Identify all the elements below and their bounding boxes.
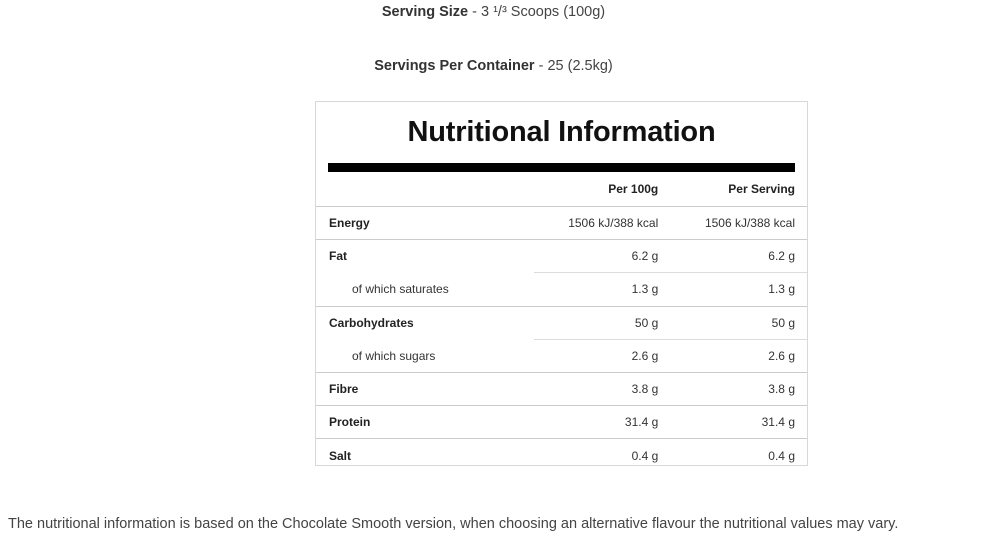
row-per-serving: 1506 kJ/388 kcal xyxy=(670,207,807,240)
row-per-100g: 1.3 g xyxy=(534,273,671,306)
row-per-100g: 6.2 g xyxy=(534,240,671,273)
nutrition-table xyxy=(316,172,807,472)
title-divider xyxy=(328,163,795,172)
row-per-100g: 50 g xyxy=(534,306,671,339)
row-per-100g: 2.6 g xyxy=(534,339,671,372)
row-label: Fat xyxy=(316,240,534,273)
column-header-nutrient xyxy=(316,172,534,207)
row-label: Carbohydrates xyxy=(316,306,534,339)
table-row xyxy=(316,439,807,472)
serving-size-label: Serving Size xyxy=(381,4,469,20)
table-row xyxy=(316,207,807,240)
servings-per-container-line xyxy=(0,58,987,74)
column-header-per-100g: Per 100g xyxy=(608,182,659,196)
table-row xyxy=(316,406,807,439)
row-per-serving: 50 g xyxy=(670,306,807,339)
row-label: Fibre xyxy=(316,372,534,405)
row-per-serving: 2.6 g xyxy=(670,339,807,372)
table-row xyxy=(316,240,807,273)
footnote-text: The nutritional information is based on the Chocolate Smooth version, when choosing an alternative flavour the nutritional values may vary. xyxy=(8,516,899,532)
table-header xyxy=(316,172,807,207)
row-label: Salt xyxy=(316,439,534,472)
table-row xyxy=(316,273,807,306)
row-per-serving: 0.4 g xyxy=(670,439,807,472)
table-row xyxy=(316,339,807,372)
servings-per-container-separator: - xyxy=(534,58,548,74)
row-label: Energy xyxy=(316,207,534,240)
row-per-100g: 0.4 g xyxy=(534,439,671,472)
row-per-serving: 1.3 g xyxy=(670,273,807,306)
servings-per-container-value: 25 (2.5kg) xyxy=(547,58,613,74)
row-label: of which saturates xyxy=(352,282,449,297)
row-per-100g: 31.4 g xyxy=(534,406,671,439)
row-per-100g: 3.8 g xyxy=(534,372,671,405)
column-header-per-serving: Per Serving xyxy=(728,182,795,196)
row-per-serving: 6.2 g xyxy=(670,240,807,273)
row-per-serving: 3.8 g xyxy=(670,372,807,405)
row-label: Protein xyxy=(316,406,534,439)
table-body xyxy=(316,207,807,473)
table-header-row xyxy=(316,172,807,207)
nutrition-panel xyxy=(315,101,808,466)
serving-size-value: 3 ¹/³ Scoops (100g) xyxy=(481,4,606,20)
table-row xyxy=(316,306,807,339)
page-title: Nutritional Information xyxy=(407,116,716,148)
serving-size-separator: - xyxy=(468,4,481,20)
servings-per-container-label: Servings Per Container xyxy=(374,58,535,74)
row-label: of which sugars xyxy=(352,348,436,363)
table-row xyxy=(316,372,807,405)
row-per-serving: 31.4 g xyxy=(670,406,807,439)
serving-size-line xyxy=(0,4,987,20)
row-per-100g: 1506 kJ/388 kcal xyxy=(534,207,671,240)
